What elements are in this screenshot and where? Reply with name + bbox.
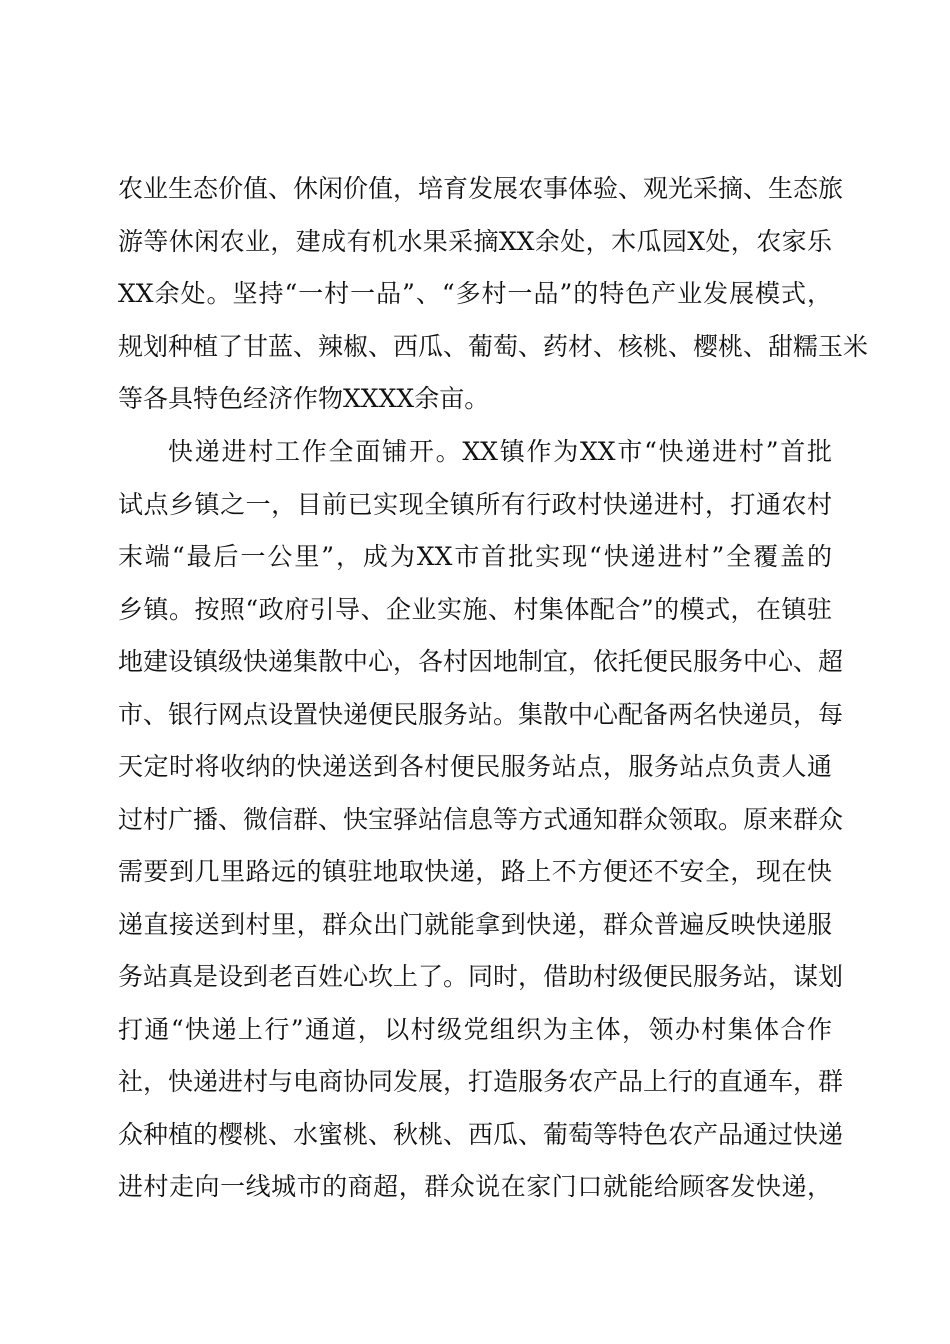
paragraph-line: 打通“快递上行”通道，以村级党组织为主体，领办村集体合作 — [118, 1014, 832, 1044]
paragraph-line: 规划种植了甘蓝、辣椒、西瓜、葡萄、药材、核桃、樱桃、甜糯玉米 — [118, 331, 869, 361]
paragraph-line: 等各具特色经济作物XXXX余亩。 — [118, 384, 490, 413]
paragraph-line: 快递进村工作全面铺开。XX镇作为XX市“快递进村”首批 — [168, 437, 832, 466]
paragraph-express-delivery — [118, 426, 844, 1214]
paragraph-line: 天定时将收纳的快递送到各村便民服务站点，服务站点负责人通 — [118, 752, 832, 781]
paragraph-line: 进村走向一线城市的商超，群众说在家门口就能给顾客发快递， — [118, 1172, 832, 1201]
paragraph-line: 众种植的樱桃、水蜜桃、秋桃、西瓜、葡萄等特色农产品通过快递 — [118, 1119, 844, 1149]
paragraph-line: 过村广播、微信群、快宝驿站信息等方式通知群众领取。原来群众 — [118, 804, 844, 834]
paragraph-leisure-agriculture — [118, 163, 869, 426]
paragraph-line: 地建设镇级快递集散中心，各村因地制宜，依托便民服务中心、超 — [118, 647, 844, 676]
paragraph-line: 递直接送到村里，群众出门就能拿到快递，群众普遍反映快递服 — [118, 909, 832, 939]
paragraph-line: 乡镇。按照“政府引导、企业实施、村集体配合”的模式，在镇驻 — [118, 594, 832, 624]
paragraph-line: 社，快递进村与电商协同发展，打造服务农产品上行的直通车，群 — [118, 1067, 844, 1096]
paragraph-line: XX余处。坚持“一村一品”、“多村一品”的特色产业发展模式， — [118, 279, 832, 308]
paragraph-line: 需要到几里路远的镇驻地取快递，路上不方便还不安全，现在快 — [118, 857, 832, 886]
paragraph-line: 农业生态价值、休闲价值，培育发展农事体验、观光采摘、生态旅 — [118, 174, 844, 203]
paragraph-line: 市、银行网点设置快递便民服务站。集散中心配备两名快递员，每 — [118, 699, 844, 729]
paragraph-line: 务站真是设到老百姓心坎上了。同时，借助村级便民服务站，谋划 — [118, 962, 844, 991]
paragraph-line: 游等休闲农业，建成有机水果采摘XX余处，木瓜园X处，农家乐 — [118, 226, 832, 256]
paragraph-line: 末端“最后一公里”，成为XX市首批实现“快递进村”全覆盖的 — [118, 542, 832, 571]
paragraph-line: 试点乡镇之一，目前已实现全镇所有行政村快递进村，打通农村 — [118, 489, 832, 519]
